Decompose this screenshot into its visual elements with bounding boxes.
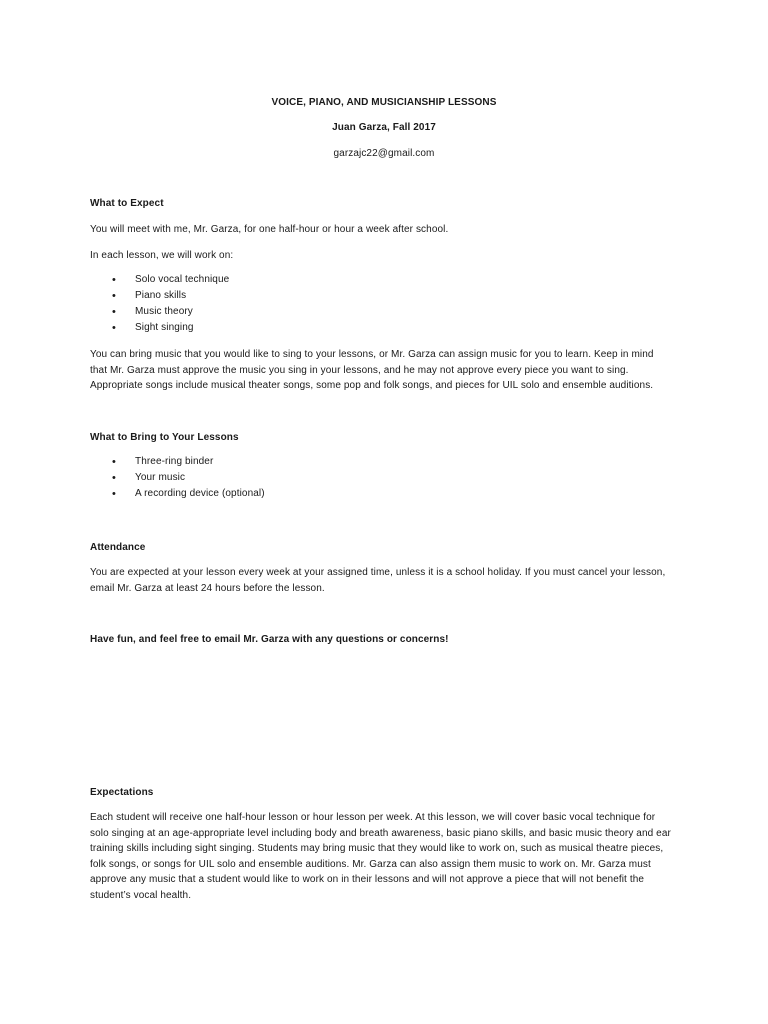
paragraph-line: Appropriate songs include musical theater songs, some pop and folk songs, and pieces for UIL solo and ensemble auditions. (90, 380, 654, 391)
author-term: Juan Garza, Fall 2017 (332, 122, 436, 133)
paragraph-line: email Mr. Garza at least 24 hours before the lesson. (90, 582, 325, 594)
list-item: • A recording device (optional) (90, 486, 265, 502)
paragraph-line: approve any music that a student would like to work on in their lessons and will not approve a piece that will not benefit the (90, 874, 645, 885)
list-item: • Solo vocal technique (90, 272, 229, 288)
paragraph-line: You are expected at your lesson every week at your assigned time, unless it is a school holiday. If you must cancel your lesson, (90, 567, 666, 578)
lesson-intro: In each lesson, we will work on: (90, 250, 234, 261)
document-title: VOICE, PIANO, AND MUSICIANSHIP LESSONS (271, 97, 497, 108)
expectations-heading: Expectations (90, 787, 154, 798)
attendance-paragraph (90, 565, 690, 596)
paragraph-line: folk songs, or songs for UIL solo and ensemble auditions. Mr. Garza can also assign them music to work on. Mr. Garza must (90, 858, 651, 870)
paragraph-line: student’s vocal health. (90, 889, 192, 901)
what-to-expect-heading: What to Expect (90, 198, 164, 209)
list-item: • Piano skills (90, 288, 229, 304)
what-to-bring-heading: What to Bring to Your Lessons (90, 432, 239, 443)
attendance-heading: Attendance (90, 542, 146, 553)
lesson-topics-list (90, 272, 229, 336)
paragraph-line: solo singing at an age-appropriate level including body and breath awareness, basic piano skills, and basic music theory and ear (90, 827, 671, 839)
list-item: • Sight singing (90, 320, 229, 336)
paragraph-line: that Mr. Garza must approve the music you sing in your lessons, and he may not approve every piece you want to sing. (90, 364, 629, 376)
paragraph-line: training skills including sight singing. Students may bring music that they would like to work on, such as musical theatre pieces, (90, 843, 664, 854)
expectations-paragraph (90, 810, 690, 903)
list-item: • Music theory (90, 304, 229, 320)
closing-note: Have fun, and feel free to email Mr. Garza with any questions or concerns! (90, 634, 449, 645)
list-item: • Your music (90, 470, 265, 486)
paragraph-line: You can bring music that you would like to sing to your lessons, or Mr. Garza can assign music for you to learn. Keep in mind (90, 349, 654, 360)
bring-items-list (90, 454, 265, 502)
contact-email: garzajc22@gmail.com (333, 148, 435, 159)
paragraph-line: Each student will receive one half-hour lesson or hour lesson per week. At this lesson, we will cover basic vocal technique for (90, 812, 656, 823)
meeting-paragraph: You will meet with me, Mr. Garza, for one half-hour or hour a week after school. (90, 224, 449, 235)
list-item: • Three-ring binder (90, 454, 265, 470)
music-paragraph (90, 347, 690, 394)
